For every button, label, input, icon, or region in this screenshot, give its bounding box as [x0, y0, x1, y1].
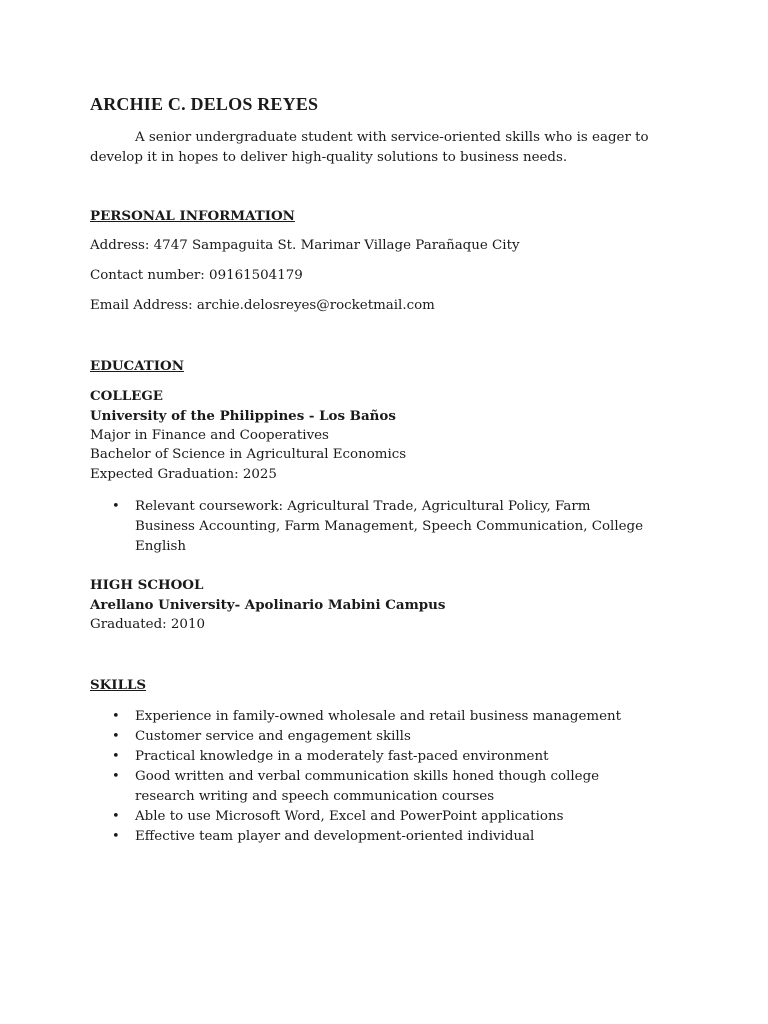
skill-text: Effective team player and development-oriented individual	[135, 829, 535, 844]
skill-text: Able to use Microsoft Word, Excel and PowerPoint applications	[135, 809, 564, 824]
email-address-line: Email Address: archie.delosreyes@rocketmail.com	[90, 298, 435, 313]
list-item	[90, 807, 650, 827]
objective-statement: A senior undergraduate student with service-oriented skills who is eager to develop it in hopes to deliver high-quality solutions to business needs.	[90, 130, 649, 165]
list-item	[90, 767, 650, 807]
bullet-icon: •	[112, 809, 120, 824]
college-graduation: Expected Graduation: 2025	[90, 467, 277, 482]
high-school-graduated: Graduated: 2010	[90, 617, 205, 632]
address-line: Address: 4747 Sampaguita St. Marimar Village Parañaque City	[90, 238, 520, 253]
college-school-name: University of the Philippines - Los Baños	[90, 408, 396, 424]
list-item	[90, 747, 650, 767]
college-major: Major in Finance and Cooperatives	[90, 428, 329, 443]
college-label: COLLEGE	[90, 388, 164, 404]
skills-list	[90, 707, 650, 847]
list-item	[90, 497, 650, 557]
contact-number-line: Contact number: 09161504179	[90, 268, 303, 283]
bullet-icon: •	[112, 709, 120, 724]
college-degree: Bachelor of Science in Agricultural Economics	[90, 447, 407, 462]
skill-text: Customer service and engagement skills	[135, 729, 411, 744]
list-item	[90, 707, 650, 727]
bullet-icon: •	[112, 729, 120, 744]
bullet-icon: •	[112, 749, 120, 764]
applicant-name: ARCHIE C. DELOS REYES	[90, 94, 319, 114]
bullet-icon: •	[112, 829, 120, 844]
skill-text: Experience in family-owned wholesale and retail business management	[135, 709, 622, 724]
personal-info-heading: PERSONAL INFORMATION	[90, 208, 295, 224]
skills-heading: SKILLS	[90, 677, 147, 693]
bullet-icon: •	[112, 769, 120, 784]
coursework-text: Relevant coursework: Agricultural Trade, Agricultural Policy, Farm Business Accounting, Farm Management, Speech Communication, College English	[135, 499, 644, 554]
skill-text: Practical knowledge in a moderately fast-paced environment	[135, 749, 549, 764]
high-school-name: Arellano University- Apolinario Mabini Campus	[90, 597, 446, 613]
bullet-icon: •	[112, 499, 120, 514]
education-heading: EDUCATION	[90, 358, 184, 374]
coursework-list	[90, 497, 650, 557]
list-item	[90, 727, 650, 747]
high-school-label: HIGH SCHOOL	[90, 577, 204, 593]
skill-text: Good written and verbal communication skills honed though college research writing and speech communication courses	[135, 769, 600, 804]
list-item	[90, 827, 650, 847]
